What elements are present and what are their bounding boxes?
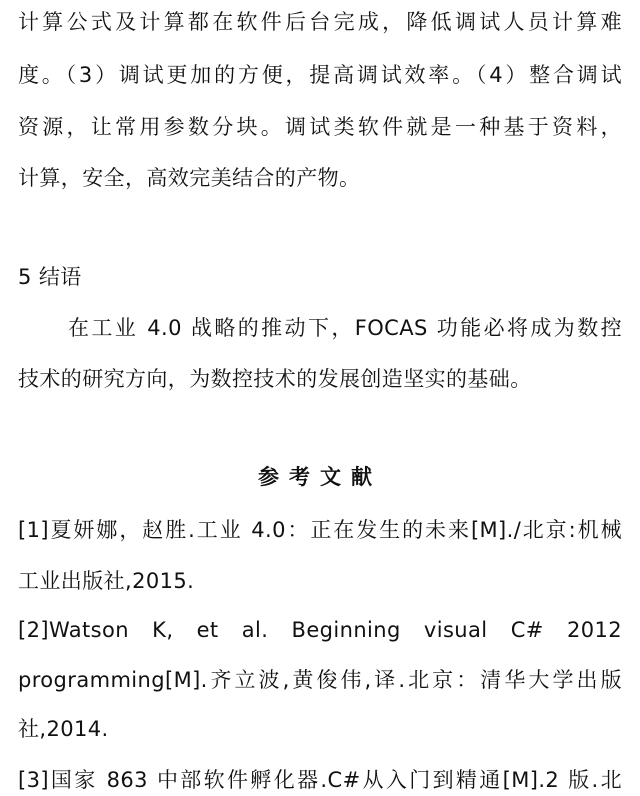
body-text-line: 计算公式及计算都在软件后台完成，降低调试人员计算难 xyxy=(18,10,622,34)
reference-line: [3]国家 863 中部软件孵化器.C#从入门到精通[M].2 版.北 xyxy=(18,768,622,792)
reference-line: programming[M].齐立波,黄俊伟,译.北京：清华大学出版 xyxy=(18,668,622,692)
body-text-line: 技术的研究方向，为数控技术的发展创造坚实的基础。 xyxy=(18,367,532,391)
reference-line: 工业出版社,2015. xyxy=(18,569,195,593)
references-heading: 参考文献 xyxy=(258,465,382,489)
body-text-line: 在工业 4.0 战略的推动下，FOCAS 功能必将成为数控 xyxy=(68,316,622,340)
reference-line: 社,2014. xyxy=(18,717,109,741)
body-text-line: 计算，安全，高效完美结合的产物。 xyxy=(18,166,361,190)
body-text-line: 度。（3）调试更加的方便，提高调试效率。（4）整合调试 xyxy=(18,63,622,87)
reference-line: [2]Watson K, et al. Beginning visual C# 2012 xyxy=(18,618,622,642)
reference-line: [1]夏妍娜，赵胜.工业 4.0：正在发生的未来[M]./北京:机械 xyxy=(18,518,622,542)
body-text-line: 资源，让常用参数分块。调试类软件就是一种基于资料， xyxy=(18,115,622,139)
section-heading: 5 结语 xyxy=(18,265,82,289)
